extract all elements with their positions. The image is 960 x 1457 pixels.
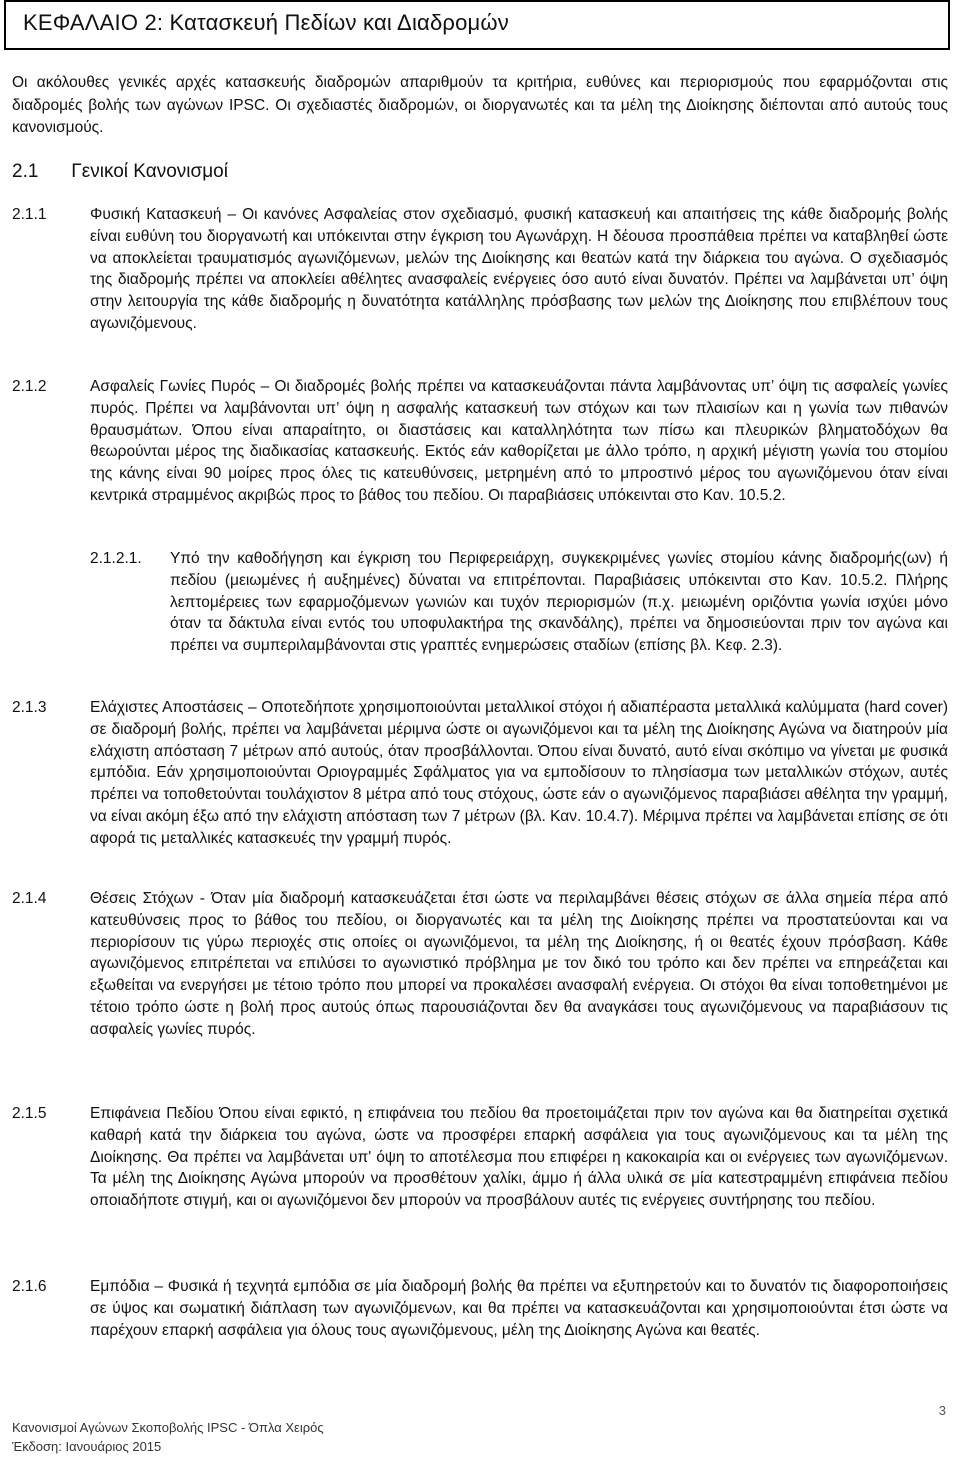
chapter-title-box	[4, 0, 950, 50]
rule-2-1-1	[12, 204, 948, 335]
rule-number: 2.1.5	[12, 1105, 47, 1122]
rule-text: Θέσεις Στόχων - Όταν μία διαδρομή κατασκευάζεται έτσι ώστε να περιλαμβάνει θέσεις στόχων σε άλλα σημεία πέρα από κατευθύνσεις προς το βάθος του πεδίου, οι διοργανωτές και τα μέλη της Διοίκησης πρέπει να προστατεύονται και να περιορίσουν τις γύρω περιοχές στις οποίες οι αγωνιζόμενοι, τα μέλη της Διοίκησης, ή οι θεατές έχουν πρόσβαση. Κάθε αγωνιζόμενος επιτρέπεται να επιλύσει το αγωνιστικό πρόβλημα με τον δικό του τρόπο και δεν πρέπει να επηρεάζεται και εξωθείται να ενεργήσει με τέτοιο τρόπο που μπορεί να προκαλέσει ανασφαλή ενέργεια. Οι στόχοι θα είναι τοποθετημένοι με τέτοιο τρόπο ώστε η βολή προς αυτούς όπως παρουσιάζονται δεν θα αναγκάσει τους αγωνιζόμενους να παραβιάσουν τις ασφαλείς γωνίες πυρός.	[90, 890, 948, 1038]
rule-number: 2.1.1	[12, 206, 47, 223]
section-heading	[12, 161, 228, 183]
rule-number: 2.1.6	[12, 1278, 47, 1295]
rule-text: Επιφάνεια Πεδίου Όπου είναι εφικτό, η επιφάνεια του πεδίου θα προετοιμάζεται πριν τον αγώνα και θα διατηρείται σχετικά καθαρή κατά την διάρκεια του αγώνα, ώστε να προσφέρει επαρκή ασφάλεια για τους αγωνιζόμενους και τα μέλη της Διοίκησης. Θα πρέπει να λαμβάνεται υπ' όψη το αποτέλεσμα που επιφέρει η κακοκαιρία και οι ενέργειες των αγωνιζόμενων. Τα μέλη της Διοίκησης Αγώνα μπορούν να προσθέτουν χαλίκι, άμμο ή άλλα υλικά σε μία κατεστραμμένη επιφάνεια πεδίου οποιαδήποτε στιγμή, και οι αγωνιζόμενοι δεν μπορούν να προσβάλουν αυτές τις ενέργειες συντήρησης του πεδίου.	[90, 1105, 948, 1210]
footer-edition: Έκδοση: Ιανουάριος 2015	[12, 1439, 162, 1454]
section-title: Γενικοί Κανονισμοί	[71, 161, 228, 182]
rule-text: Εμπόδια – Φυσικά ή τεχνητά εμπόδια σε μία διαδρομή βολής θα πρέπει να εξυπηρετούν και το δυνατόν τις διαφοροποιήσεις σε ύψος και σωματική διάπλαση των αγωνιζόμενων, και θα πρέπει να κατασκευάζονται και χρησιμοποιούνται έτσι ώστε να παρέχουν επαρκή ασφάλεια για όλους τους αγωνιζόμενους, μέλη της Διοίκησης Αγώνα και θεατές.	[90, 1278, 948, 1339]
section-number: 2.1	[12, 161, 39, 182]
footer-document-title: Κανονισμοί Αγώνων Σκοποβολής IPSC - Όπλα Χειρός	[12, 1420, 324, 1435]
rule-number: 2.1.2.1.	[90, 550, 142, 567]
chapter-title: ΚΕΦΑΛΑΙΟ 2: Κατασκευή Πεδίων και Διαδρομών	[23, 10, 509, 35]
rule-2-1-5	[12, 1103, 948, 1212]
intro-paragraph: Οι ακόλουθες γενικές αρχές κατασκευής διαδρομών απαριθμούν τα κριτήρια, ευθύνες και περιορισμούς που εφαρμόζονται στις διαδρομές βολής των αγώνων IPSC. Οι σχεδιαστές διαδρομών, οι διοργανωτές και τα μέλη της Διοίκησης διέπονται από αυτούς τους κανονισμούς.	[12, 74, 948, 136]
rule-2-1-2	[12, 376, 948, 507]
rule-number: 2.1.4	[12, 890, 47, 907]
rule-number: 2.1.2	[12, 378, 47, 395]
rule-number: 2.1.3	[12, 699, 47, 716]
page-number: 3	[938, 1403, 946, 1418]
rule-text: Φυσική Κατασκευή – Οι κανόνες Ασφαλείας στον σχεδιασμό, φυσική κατασκευή και απαιτήσεις της κάθε διαδρομής βολής είναι ευθύνη του διοργανωτή και υπόκεινται στην έγκριση του Αγωνάρχη. Η δέουσα προσπάθεια πρέπει να καταβληθεί ώστε να αποκλείεται τραυματισμός αγωνιζόμενων, μελών της Διοίκησης και θεατών κατά την διάρκεια του αγώνα. Ο σχεδιασμός της διαδρομής πρέπει να αποκλείει αθέλητες ανασφαλείς ενέργειες όσο αυτό είναι δυνατόν. Πρέπει να λαμβάνεται υπ’ όψη στην λειτουργία της κάθε διαδρομής η δυνατότητα κατάλληλης πρόσβασης των μελών της Διοίκησης που επιβλέπουν τους αγωνιζόμενους.	[90, 206, 948, 332]
rule-2-1-3	[12, 697, 948, 850]
rule-2-1-6	[12, 1276, 948, 1341]
rule-text: Ελάχιστες Αποστάσεις – Οποτεδήποτε χρησιμοποιούνται μεταλλικοί στόχοι ή αδιαπέραστα μεταλλικά καλύμματα (hard cover) σε διαδρομή βολής, πρέπει να λαμβάνεται μέριμνα ώστε οι αγωνιζόμενοι και τα μέλη της Διοίκησης Αγώνα να διατηρούν μία ελάχιστη απόσταση 7 μέτρων από αυτούς, όταν προσβάλλονται. Όπου είναι δυνατό, αυτό είναι σκόπιμο να γίνεται με φυσικά εμπόδια. Εάν χρησιμοποιούνται Οριογραμμές Σφάλματος για να εμποδίσουν το πλησίασμα των μεταλλικών στόχων, αυτές πρέπει να τοποθετούνται τουλάχιστον 8 μέτρα από τους στόχους, ώστε εάν ο αγωνιζόμενος παραβιάσει αθέλητα την γραμμή, να είναι ακόμη έξω από την ελάχιστη απόσταση των 7 μέτρων (βλ. Καν. 10.4.7). Μέριμνα πρέπει να λαμβάνεται επίσης σε ότι αφορά τις μεταλλικές κατασκευές την γραμμή πυρός.	[90, 699, 948, 847]
rule-text: Υπό την καθοδήγηση και έγκριση του Περιφερειάρχη, συγκεκριμένες γωνίες στομίου κάνης διαδρομής(ων) ή πεδίου (μειωμένες ή αυξημένες) δύναται να επιτρέπονται. Παραβιάσεις υπόκεινται στο Καν. 10.5.2. Πλήρης λεπτομέρειες των εφαρμοζόμενων γωνιών και τυχόν περιορισμών (π.χ. μειωμένη οριζόντια γωνία ισχύει μόνο όταν τα δάκτυλα είναι εντός του υποφυλακτήρα της σκανδάλης), πρέπει να δημοσιεύονται πριν τον αγώνα και πρέπει να συμπεριλαμβάνονται στις γραπτές ενημερώσεις σταδίων (επίσης βλ. Κεφ. 2.3).	[170, 550, 948, 655]
rule-2-1-4	[12, 888, 948, 1041]
rule-text: Ασφαλείς Γωνίες Πυρός – Οι διαδρομές βολής πρέπει να κατασκευάζονται πάντα λαμβάνοντας υπ’ όψη τις ασφαλείς γωνίες πυρός. Πρέπει να λαμβάνονται υπ’ όψη η ασφαλής κατασκευή των στόχων και των πλαισίων και η γωνία των πιθανών θραυσμάτων. Όπου είναι απαραίτητο, οι διαστάσεις και καταλληλότητα των πίσω και πλευρικών βληματοδόχων θα θεωρούνται μέρος της διαδικασίας κατασκευής. Εκτός εάν καθορίζεται με άλλο τρόπο, η αρχική μέγιστη γωνία του στομίου της κάνης είναι 90 μοίρες προς όλες τις κατευθύνσεις, μετρημένη από το μπροστινό μέρος του αγωνιζόμενου όταν είναι κεντρικά στραμμένος ακριβώς προς το βάθος του πεδίου. Οι παραβιάσεις υπόκεινται στο Καν. 10.5.2.	[90, 378, 948, 504]
page-footer	[12, 1418, 324, 1456]
rule-2-1-2-1	[90, 548, 948, 657]
